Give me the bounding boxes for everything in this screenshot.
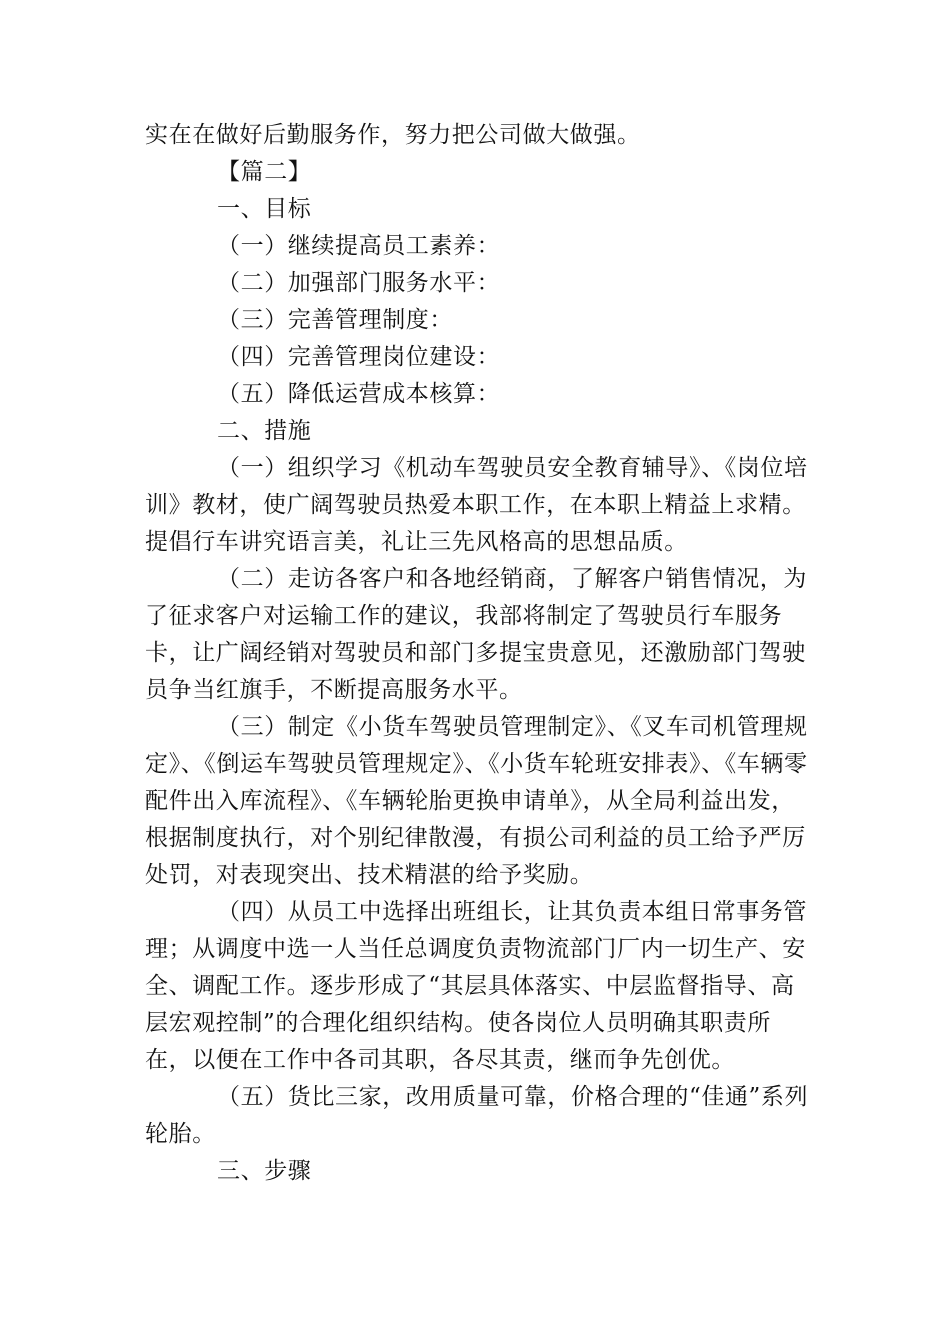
goal-item-5: （五）降低运营成本核算： bbox=[217, 381, 501, 407]
document-body bbox=[145, 117, 817, 1190]
measure-paragraph-1: （一）组织学习《机动车驾驶员安全教育辅导》、《岗位培训》教材，使广阔驾驶员热爱本职工作，在本职上精益上求精。提倡行车讲究语言美，礼让三先风格高的思想品质。 bbox=[145, 455, 808, 555]
heading-steps: 三、步骤 bbox=[217, 1158, 312, 1184]
paragraph-continuation: 实在在做好后勤服务作，努力把公司做大做强。 bbox=[145, 122, 641, 148]
heading-measures: 二、措施 bbox=[217, 418, 312, 444]
measure-paragraph-2: （二）走访各客户和各地经销商，了解客户销售情况，为了征求客户对运输工作的建议，我部将制定了驾驶员行车服务卡，让广阔经销对驾驶员和部门多提宝贵意见，还激励部门驾驶员争当红旗手，不断提高服务水平。 bbox=[145, 566, 807, 703]
heading-goals: 一、目标 bbox=[217, 196, 312, 222]
goal-item-2: （二）加强部门服务水平： bbox=[217, 270, 501, 296]
measure-paragraph-5: （五）货比三家，改用质量可靠，价格合理的“佳通”系列轮胎。 bbox=[145, 1084, 809, 1147]
goal-item-3: （三）完善管理制度： bbox=[217, 307, 453, 333]
measure-paragraph-4: （四）从员工中选择出班组长，让其负责本组日常事务管理；从调度中选一人当任总调度负责物流部门厂内一切生产、安全、调配工作。逐步形成了“其层具体落实、中层监督指导、高层宏观控制”的合理化组织结构。使各岗位人员明确其职责所在，以便在工作中各司其职，各尽其责，继而争先创优。 bbox=[145, 899, 807, 1073]
section-heading-part-two: 【篇二】 bbox=[217, 159, 312, 185]
measure-paragraph-3: （三）制定《小货车驾驶员管理制定》、《叉车司机管理规定》、《倒运车驾驶员管理规定》、《小货车轮班安排表》、《车辆零配件出入库流程》、《车辆轮胎更换申请单》，从全局利益出发，根据制度执行，对个别纪律散漫，有损公司利益的员工给予严厉处罚，对表现突出、技术精湛的给予奖励。 bbox=[145, 714, 808, 888]
goal-item-1: （一）继续提高员工素养： bbox=[217, 233, 501, 259]
goal-item-4: （四）完善管理岗位建设： bbox=[217, 344, 501, 370]
